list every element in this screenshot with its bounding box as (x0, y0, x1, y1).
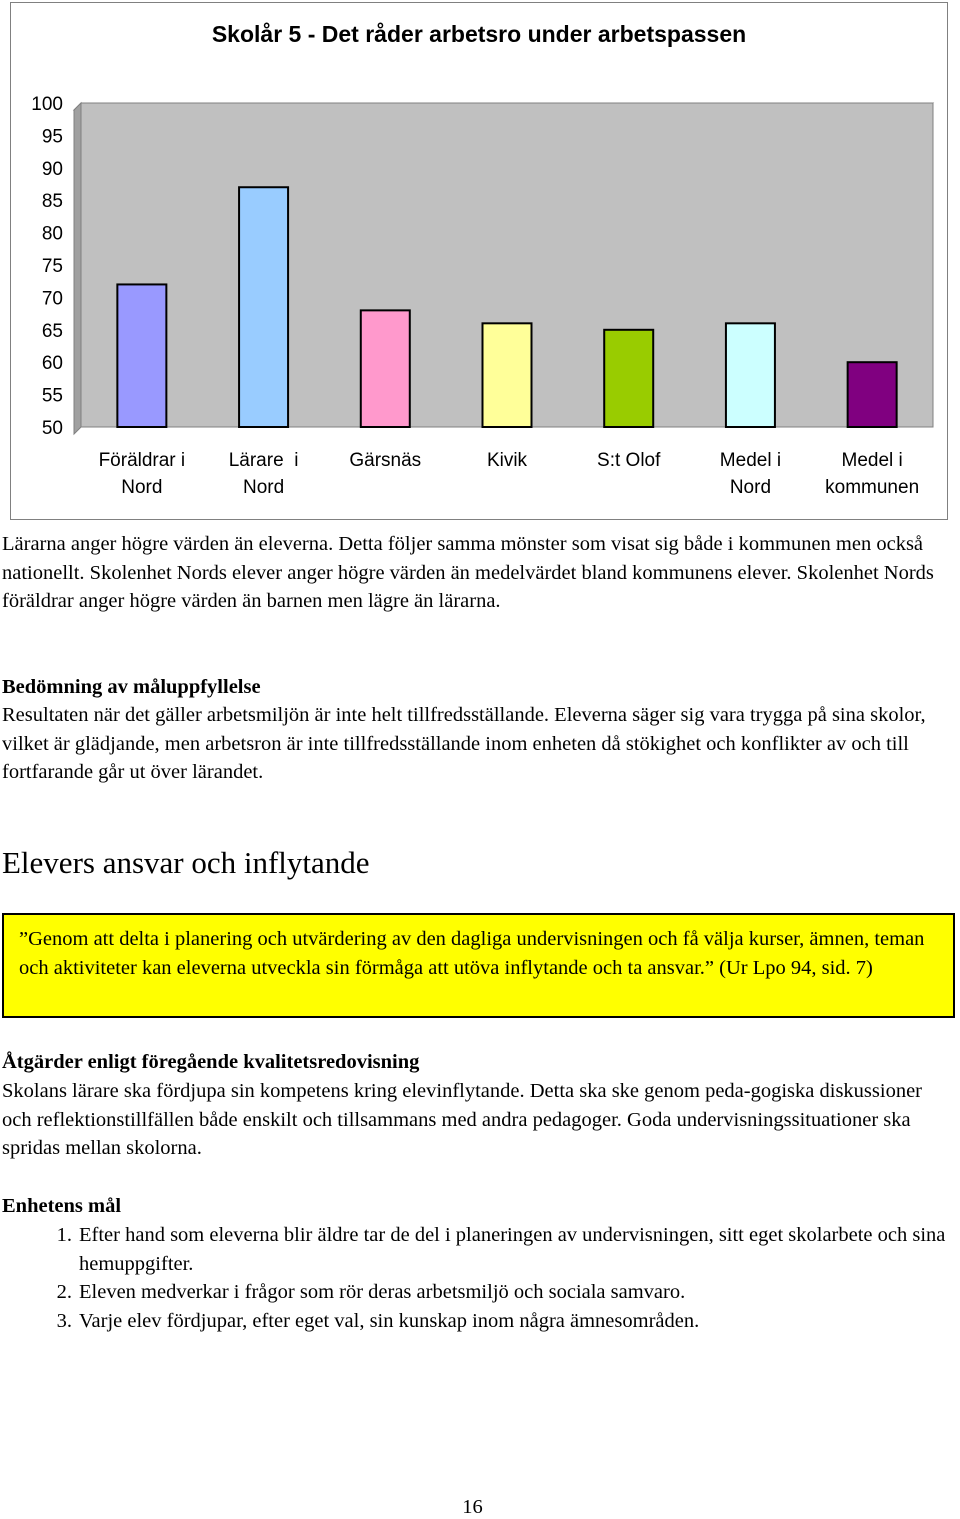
chart-title: Skolår 5 - Det råder arbetsro under arbetspassen (211, 21, 747, 47)
bar (726, 323, 775, 427)
y-tick-label: 70 (41, 288, 63, 310)
x-tick-label: kommunen (825, 477, 920, 498)
bar (117, 284, 166, 427)
goal-text: Efter hand som eleverna blir äldre tar de del i planeringen av undervisningen, sitt eget skolarbete och sina hemuppgifter. (79, 1224, 946, 1275)
y-tick-label: 60 (41, 353, 63, 375)
goal-item (2, 1307, 952, 1336)
x-tick-label: Medel i (841, 450, 903, 471)
plot-side-edge (74, 103, 81, 434)
goal-number: 3. (56, 1309, 72, 1332)
x-tick-label: Medel i (719, 450, 782, 471)
x-tick-label: Gärsnäs (349, 450, 422, 471)
goal-number: 1. (56, 1224, 72, 1246)
goal-item (2, 1221, 952, 1278)
x-tick-label: Föräldrar i (98, 450, 186, 471)
assessment-paragraph: Resultaten när det gäller arbetsmiljön är inte helt tillfredsställande. Eleverna säger sig vara trygga på sina skolor, vilket är glädjande, men arbetsron är inte tillfredsställande inom enheten då stökighet och konflikter av och till fortfarande går ut över lärandet. (2, 704, 926, 783)
goal-number: 2. (56, 1281, 72, 1303)
y-tick-label: 75 (41, 256, 63, 277)
goal-text: Varje elev fördjupar, efter eget val, sin kunskap inom några ämnesområden. (79, 1309, 700, 1332)
y-tick-label: 80 (41, 223, 63, 245)
results-paragraph: Lärarna anger högre värden än eleverna. Detta följer samma mönster som visat sig både i kommunen men också nationellt. Skolenhet Nords elever anger högre värden än medelvärdet bland kommunens elever. Skolenhet Nords föräldrar anger högre värden än barnen men lägre än lärarna. (2, 533, 934, 612)
measures-heading: Åtgärder enligt föregående kvalitetsredovisning (2, 1051, 420, 1073)
y-tick-label: 95 (41, 126, 63, 148)
goal-text: Eleven medverkar i frågor som rör deras arbetsmiljö och sociala samvaro. (79, 1281, 686, 1303)
x-tick-label: Nord (242, 477, 285, 498)
bar (483, 323, 532, 427)
y-tick-label: 85 (41, 191, 63, 213)
y-tick-label: 50 (41, 418, 63, 439)
bar (848, 362, 897, 427)
bar (361, 310, 410, 427)
x-tick-label: Nord (729, 477, 772, 498)
y-tick-label: 55 (41, 385, 63, 407)
measures-paragraph: Skolans lärare ska fördjupa sin kompetens kring elevinflytande. Detta ska ske genom peda-gogiska diskussioner och reflektionstillfällen både enskilt och tillsammans med andra pedagoger. Goda undervisningssituationer ska spridas mellan skolorna. (2, 1080, 922, 1159)
x-tick-label: Lärare i (228, 450, 299, 471)
y-tick-label: 100 (31, 94, 63, 115)
assessment-heading: Bedömning av måluppfyllelse (2, 676, 261, 698)
x-tick-label: Nord (121, 477, 163, 498)
curriculum-quote-box (2, 913, 955, 1018)
bar (604, 330, 653, 427)
goal-item (2, 1278, 952, 1307)
y-tick-label: 90 (41, 158, 63, 180)
y-tick-label: 65 (41, 320, 63, 342)
curriculum-quote: ”Genom att delta i planering och utvärdering av den dagliga undervisningen och få välja kurser, ämnen, teman och aktiviteter kan eleverna utveckla sin förmåga att utöva inflytande och ta ansvar.” (Ur Lpo 94, sid. 7) (19, 928, 925, 979)
x-tick-label: S:t Olof (597, 450, 661, 471)
bar (239, 187, 288, 427)
x-tick-label: Kivik (486, 450, 528, 471)
chart-container (10, 2, 948, 520)
goals-list (2, 1221, 952, 1335)
goals-heading: Enhetens mål (2, 1195, 122, 1217)
bar-chart (11, 3, 947, 519)
section-title: Elevers ansvar och inflytande (2, 845, 370, 880)
page-number: 16 (462, 1496, 483, 1518)
